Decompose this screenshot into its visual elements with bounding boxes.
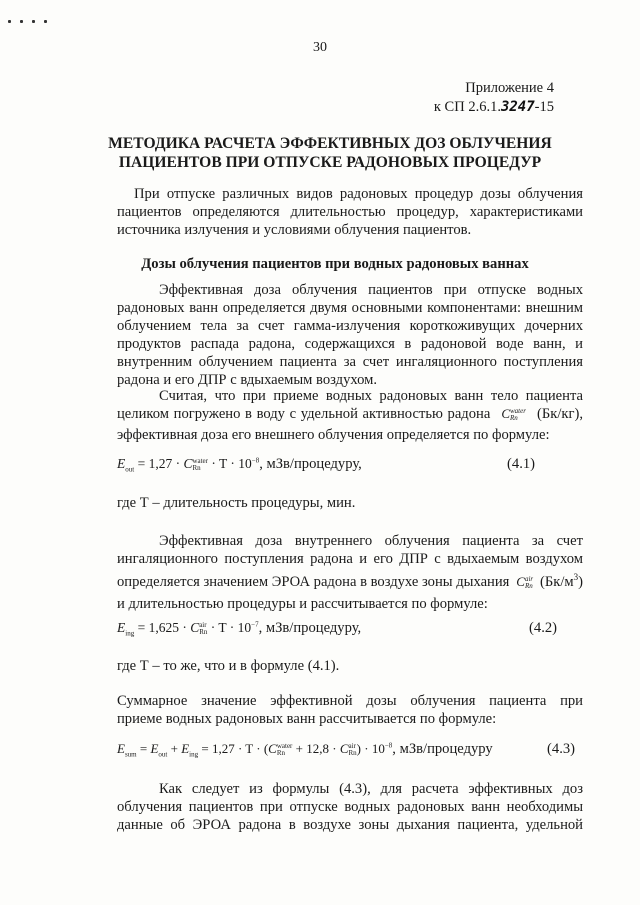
paragraph-2: Считая, что при приеме водных радоновых ванн тело пациента целиком погружено в воду с удельной активностью радона C water Rn (Бк/кг), эффективная доза его внешнего облучения определяется по формуле: bbox=[117, 388, 583, 443]
para3-line3: определяется значением ЭРОА радона в воздухе зоны дыхания C air Rn $(Бк/м^3)$ bbox=[117, 572, 583, 590]
appendix-line2: к СП 2.6.1.3247-15 bbox=[433, 99, 554, 115]
scan-marks bbox=[8, 10, 56, 28]
equation-number-4-1: (4.1) bbox=[507, 456, 535, 472]
appendix-line1: Приложение 4 bbox=[465, 80, 554, 96]
c-air-rn-symbol: C air Rn bbox=[516, 573, 534, 590]
paragraph-1: Эффективная доза облучения пациентов при отпуске водных радоновых ванн определяется двумя основными компонентами: внешним облучением тела за счет гамма-излучения короткоживущих дочерних продуктов распада радона, содержащихся в радоновой воде ванн, и внутренним облучением пациента за счет ингаляционного поступления радона и его ДПР с вдыхаемым воздухом. bbox=[117, 282, 583, 388]
equation-4-3: $E_{sum} = E_{out} + E_{ing} = 1,27 \cdot T \cdot (C$ water Rn + 12,8 · C air Rn ) · $10^{-8}$, мЗв/процедуру (4.3) bbox=[117, 741, 575, 759]
equation-4-2: $E_{ing} = 1,625 \cdot C$ air Rn · $T \cdot 10^{-7}$, мЗв/процедуру, (4.2) bbox=[117, 620, 557, 638]
where-1: где Т – длительность процедуры, мин. bbox=[117, 495, 356, 511]
para2-line2: целиком погружено в воду с удельной активностью радона C water Rn (Бк/кг), bbox=[117, 406, 583, 423]
c-water-rn-symbol: C water Rn bbox=[501, 406, 526, 423]
equation-number-4-3: (4.3) bbox=[547, 741, 575, 757]
paragraph-4: Суммарное значение эффективной дозы облучения пациента при приеме водных радоновых ванн рассчитывается по формуле: bbox=[117, 693, 583, 727]
equation-number-4-2: (4.2) bbox=[529, 620, 557, 636]
page-title: МЕТОДИКА РАСЧЕТА ЭФФЕКТИВНЫХ ДОЗ ОБЛУЧЕНИЯ ПАЦИЕНТОВ ПРИ ОТПУСКЕ РАДОНОВЫХ ПРОЦЕДУР bbox=[108, 135, 552, 171]
intro-paragraph: При отпуске различных видов радоновых процедур дозы облучения пациентов определяются длительностью процедур, характеристиками источника излучения и условиями облучения пациентов. bbox=[117, 186, 583, 238]
where-2: где Т – то же, что и в формуле (4.1). bbox=[117, 658, 340, 674]
appendix-label bbox=[434, 79, 554, 117]
handwritten-number: 3247 bbox=[500, 99, 535, 115]
equation-4-1: $E_{out} = 1,27 \cdot C$ water Rn · $T \cdot 10^{-8}$, мЗв/процедуру, (4.1) bbox=[117, 456, 535, 474]
section-heading: Дозы облучения пациентов при водных радоновых ваннах bbox=[141, 256, 529, 272]
paragraph-5: Как следует из формулы (4.3), для расчета эффективных доз облучения пациентов при отпуске водных радоновых ванн необходимы данные об ЭРОА радона в воздухе зоны дыхания пациента, удельной bbox=[117, 781, 583, 833]
page-number: 30 bbox=[313, 40, 327, 55]
paragraph-3: Эффективная доза внутреннего облучения пациента за счет ингаляционного поступления радона и его ДПР с вдыхаемым воздухом определяется значением ЭРОА радона в воздухе зоны дыхания C air Rn $(Бк/м^3)$ и длительностью процедуры и рассчитывается по формуле: bbox=[117, 533, 583, 612]
